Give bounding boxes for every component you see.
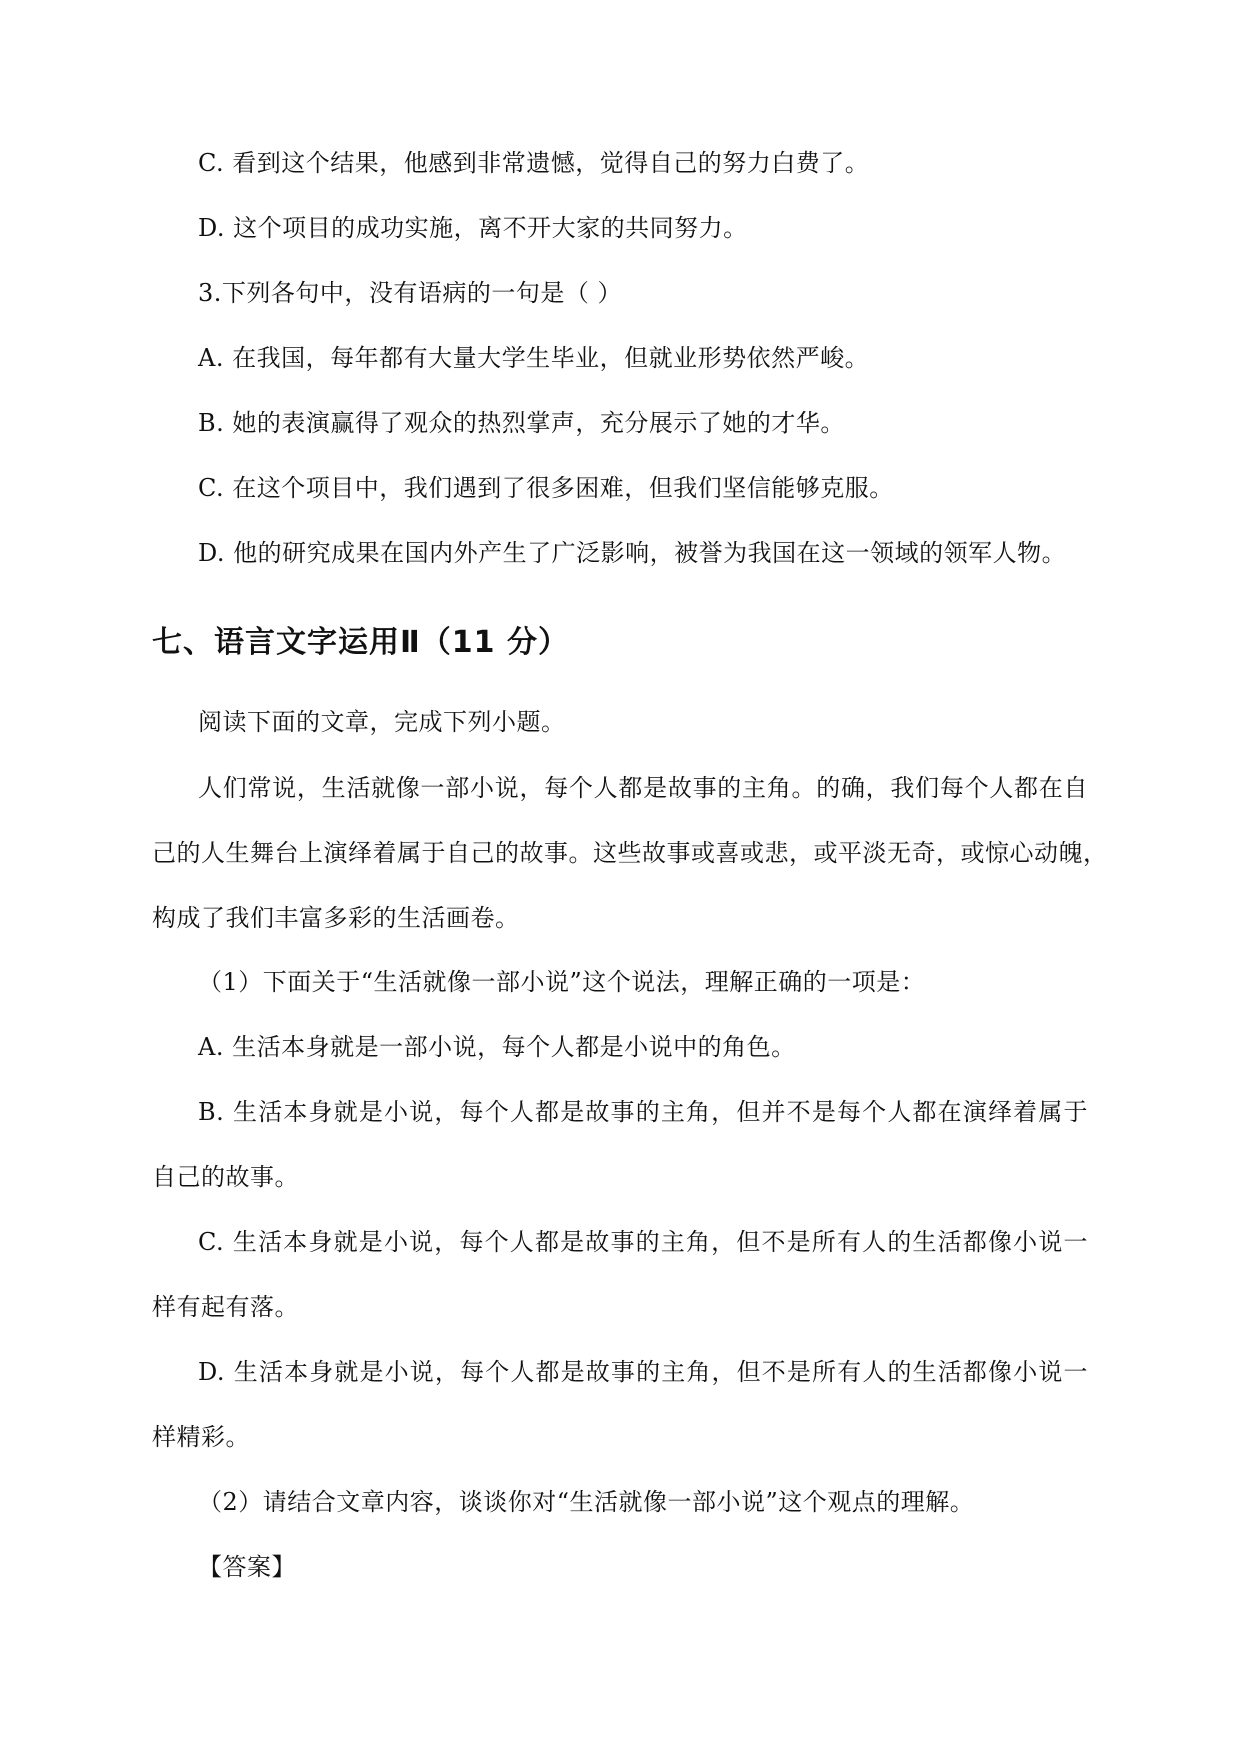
passage-line: [198, 772, 1088, 804]
option-c-q3: C. 在这个项目中，我们遇到了很多困难，但我们坚信能够克服。: [198, 474, 894, 502]
option-b-q3: B. 她的表演赢得了观众的热烈掌声，充分展示了她的才华。: [198, 409, 845, 437]
passage-line-3: 构成了我们丰富多彩的生活画卷。: [152, 904, 520, 932]
sub-q1-option-b-line-2: 自己的故事。: [152, 1163, 299, 1191]
sub-q1-option-d-line-1: D. 生活本身就是小说，每个人都是故事的主角，但不是所有人的生活都像小说一: [198, 1358, 1088, 1386]
sub-q1-option-a: A. 生活本身就是一部小说，每个人都是小说中的角色。: [198, 1033, 796, 1061]
section-heading: 七、语言文字运用Ⅱ（11 分）: [152, 625, 569, 660]
sub-q1-option-b: [198, 1096, 1088, 1128]
answer-label: 【答案】: [198, 1553, 296, 1581]
option-c-q2: C. 看到这个结果，他感到非常遗憾，觉得自己的努力白费了。: [198, 149, 870, 177]
sub-question-2: （2）请结合文章内容，谈谈你对“生活就像一部小说”这个观点的理解。: [198, 1488, 975, 1516]
sub-q1-option-c: [198, 1226, 1088, 1258]
sub-q1-option-c-line-1: C. 生活本身就是小说，每个人都是故事的主角，但不是所有人的生活都像小说一: [198, 1228, 1088, 1256]
sub-q1-option-d: [198, 1356, 1088, 1388]
option-d-q2: D. 这个项目的成功实施，离不开大家的共同努力。: [198, 214, 748, 242]
sub-question-1: （1）下面关于“生活就像一部小说”这个说法，理解正确的一项是：: [198, 968, 926, 996]
option-d-q3: D. 他的研究成果在国内外产生了广泛影响，被誉为我国在这一领域的领军人物。: [198, 539, 1067, 567]
sub-q1-option-b-line-1: B. 生活本身就是小说，每个人都是故事的主角，但并不是每个人都在演绎着属于: [198, 1098, 1088, 1126]
passage-line-2: 己的人生舞台上演绎着属于自己的故事。这些故事或喜或悲，或平淡无奇，或惊心动魄，: [152, 839, 1108, 867]
passage-line-1: 人们常说，生活就像一部小说，每个人都是故事的主角。的确，我们每个人都在自: [198, 774, 1088, 802]
option-a-q3: A. 在我国，每年都有大量大学生毕业，但就业形势依然严峻。: [198, 344, 870, 372]
sub-q1-option-d-line-2: 样精彩。: [152, 1423, 250, 1451]
passage-line: [152, 837, 1108, 869]
instruction-text: 阅读下面的文章，完成下列小题。: [198, 708, 566, 736]
question-3: 3.下列各句中，没有语病的一句是（ ）: [198, 279, 623, 307]
sub-q1-option-c-line-2: 样有起有落。: [152, 1293, 299, 1321]
